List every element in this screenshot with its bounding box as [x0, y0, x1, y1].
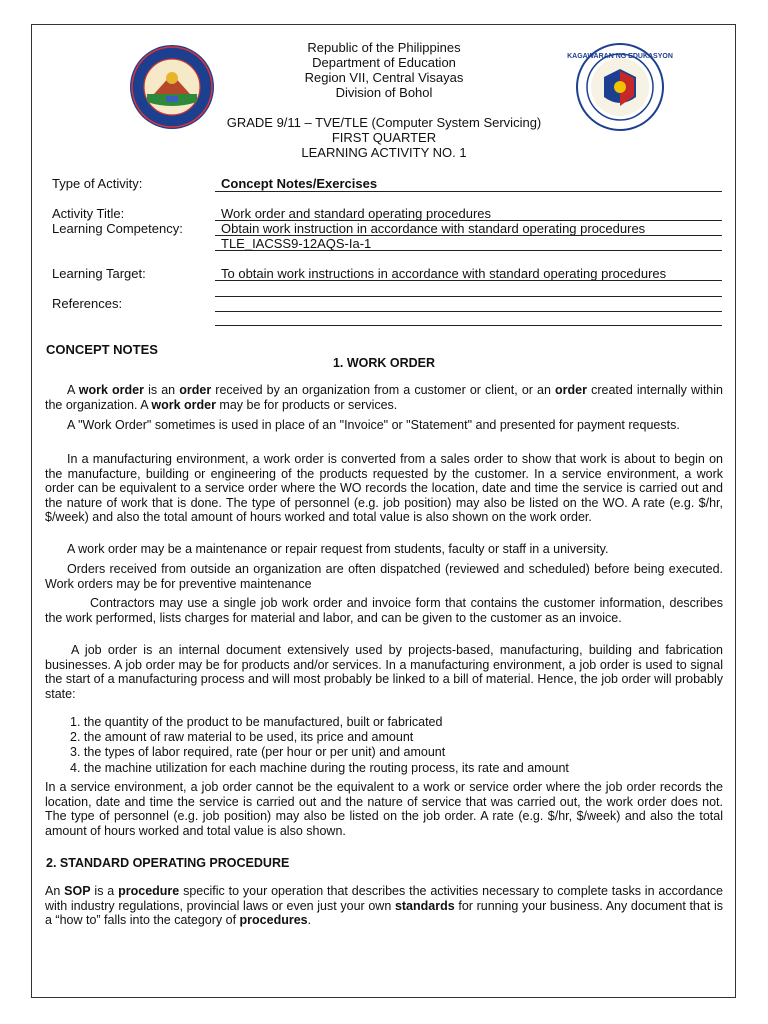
code-underline — [215, 250, 722, 251]
header-activity-no: LEARNING ACTIVITY NO. 1 — [301, 145, 467, 160]
learning-target-value: To obtain work instructions in accordance with standard operating procedures — [221, 266, 667, 281]
list-item: 1. the quantity of the product to be manufactured, built or fabricated — [70, 715, 443, 729]
list-item: 4. the machine utilization for each machine during the routing process, its rate and amount — [70, 761, 569, 775]
competency-code: TLE_IACSS9-12AQS-Ia-1 — [221, 236, 372, 251]
header-quarter: FIRST QUARTER — [331, 130, 437, 145]
activity-title-value: Work order and standard operating procedures — [221, 206, 492, 221]
type-underline — [215, 191, 722, 192]
paragraph-contractors: Contractors may use a single job work order and invoice form that contains the customer information, describes the work performed, lists charges for material and labor, and can be given to the customer as an invoice. — [45, 596, 723, 625]
learning-competency-label: Learning Competency: — [52, 221, 183, 236]
header-division: Division of Bohol — [335, 85, 433, 100]
list-item: 3. the types of labor required, rate (per hour or per unit) and amount — [70, 745, 446, 759]
header-region: Region VII, Central Visayas — [304, 70, 464, 85]
svg-text:KAGAWARAN NG EDUKASYON: KAGAWARAN NG EDUKASYON — [567, 53, 673, 60]
section-work-order-heading: 1. WORK ORDER — [332, 356, 436, 370]
list-item: 2. the amount of raw material to be used, its price and amount — [70, 730, 414, 744]
paragraph-work-order-definition: A work order is an order received by an organization from a customer or client, or an order created internally within the organization. A work order may be for products or services. — [45, 383, 723, 412]
references-underline-1 — [215, 311, 722, 312]
activity-title-label: Activity Title: — [52, 206, 125, 221]
paragraph-maintenance: A work order may be a maintenance or repair request from students, faculty or staff in a university. — [67, 542, 609, 556]
target-underline-1 — [215, 280, 722, 281]
type-of-activity-label: Type of Activity: — [52, 176, 143, 191]
paragraph-sop-definition: An SOP is a procedure specific to your operation that describes the activities necessary to complete tasks in accordance with industry regulations, provincial laws or even just your own standards for running your business. Any document that is a “how to” falls into the category of procedures. — [45, 884, 724, 927]
concept-notes-title: CONCEPT NOTES — [46, 342, 158, 357]
references-label: References: — [52, 296, 123, 311]
section-sop-heading: 2. STANDARD OPERATING PROCEDURE — [46, 856, 290, 870]
paragraph-dispatched: Orders received from outside an organization are often dispatched (reviewed and scheduled) before being executed. Work orders may be for preventive maintenance — [45, 562, 723, 591]
target-underline-2 — [215, 296, 722, 297]
paragraph-manufacturing: In a manufacturing environment, a work order is converted from a sales order to show that work is about to begin on the manufacture, building or engineering of the products requested by the customer. In a service environment, a work order can be equivalent to a service order where the WO records the location, date and time the service is carried out and the nature of work that is done. The type of personnel (e.g. job position) may also be listed on the WO. A rate (e.g. $/hr, $/week) and also the total amount of hours worked and total value is also shown on the work order. — [45, 452, 723, 524]
type-of-activity-value: Concept Notes/Exercises — [221, 176, 378, 191]
paragraph-job-order: A job order is an internal document extensively used by projects-based, manufacturing, building and fabrication businesses. A job order may be for products and/or services. In a manufacturing environment, a job order is used to signal the start of a manufacturing process and will most probably be linked to a bill of material. Hence, the job order will probably state: — [45, 643, 723, 701]
learning-target-label: Learning Target: — [52, 266, 146, 281]
learning-competency-value: Obtain work instruction in accordance with standard operating procedures — [221, 221, 646, 236]
references-underline-2 — [215, 325, 722, 326]
header-republic: Republic of the Philippines — [307, 40, 461, 55]
header-department: Department of Education — [312, 55, 456, 70]
paragraph-invoice: A "Work Order" sometimes is used in place of an "Invoice" or "Statement" and presented for payment requests. — [67, 418, 680, 432]
paragraph-service-environment: In a service environment, a job order cannot be the equivalent to a work or service order where the job order records the location, date and time the service is carried out and the nature of service that was carried out, the work order does not. The type of personnel (e.g. job position) may also be listed on the job order. A rate (e.g. $/hr, $/week) and also the total amount of hours worked and total value is also shown. — [45, 780, 723, 838]
header-grade: GRADE 9/11 – TVE/TLE (Computer System Servicing) — [226, 115, 542, 130]
